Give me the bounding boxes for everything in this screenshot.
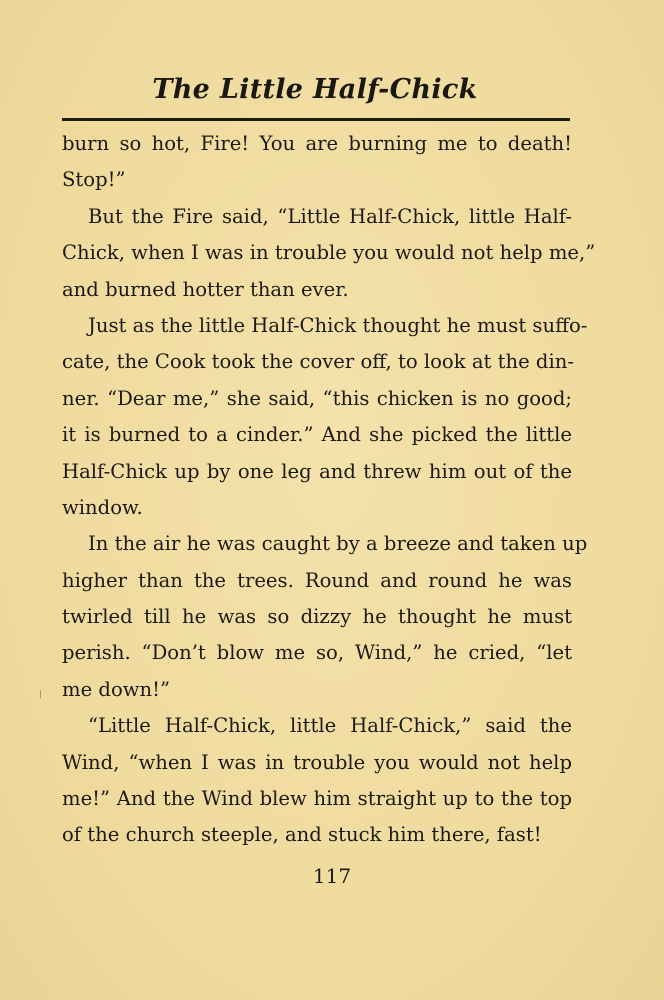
body-text bbox=[62, 126, 596, 854]
text-line: Just as the little Half-Chick thought he must suffo- bbox=[88, 313, 588, 337]
text-line: cate, the Cook took the cover off, to look at the din- bbox=[62, 350, 574, 374]
text-line: higher than the trees. Round and round he was bbox=[62, 568, 572, 592]
text-line: of the church steeple, and stuck him there, fast! bbox=[62, 823, 542, 847]
text-line: and burned hotter than ever. bbox=[62, 277, 349, 301]
text-line: window. bbox=[62, 495, 143, 519]
text-line: burn so hot, Fire! You are burning me to death! bbox=[62, 132, 572, 155]
text-line: “Little Half-Chick, little Half-Chick,” said the bbox=[88, 714, 572, 738]
text-line: twirled till he was so dizzy he thought he must bbox=[62, 605, 572, 629]
text-line: Half-Chick up by one leg and threw him out of the bbox=[62, 459, 572, 483]
text-line: But the Fire said, “Little Half-Chick, little Half- bbox=[88, 204, 572, 228]
running-title: The Little Half-Chick bbox=[152, 74, 478, 105]
header-rule bbox=[62, 118, 570, 121]
text-line: Stop!” bbox=[62, 168, 126, 192]
text-line: me!” And the Wind blew him straight up to the top bbox=[62, 787, 572, 811]
text-line: Chick, when I was in trouble you would not help me,” bbox=[62, 241, 596, 265]
text-line: ner. “Dear me,” she said, “this chicken is no good; bbox=[62, 386, 572, 410]
text-line: me down!” bbox=[62, 677, 171, 701]
margin-mark bbox=[40, 690, 41, 698]
text-line: it is burned to a cinder.” And she picked the little bbox=[62, 423, 572, 447]
page-number: 117 bbox=[312, 864, 352, 888]
text-line: perish. “Don’t blow me so, Wind,” he cried, “let bbox=[62, 641, 572, 665]
text-line: Wind, “when I was in trouble you would not help bbox=[62, 750, 572, 774]
text-line: In the air he was caught by a breeze and taken up bbox=[88, 532, 588, 556]
